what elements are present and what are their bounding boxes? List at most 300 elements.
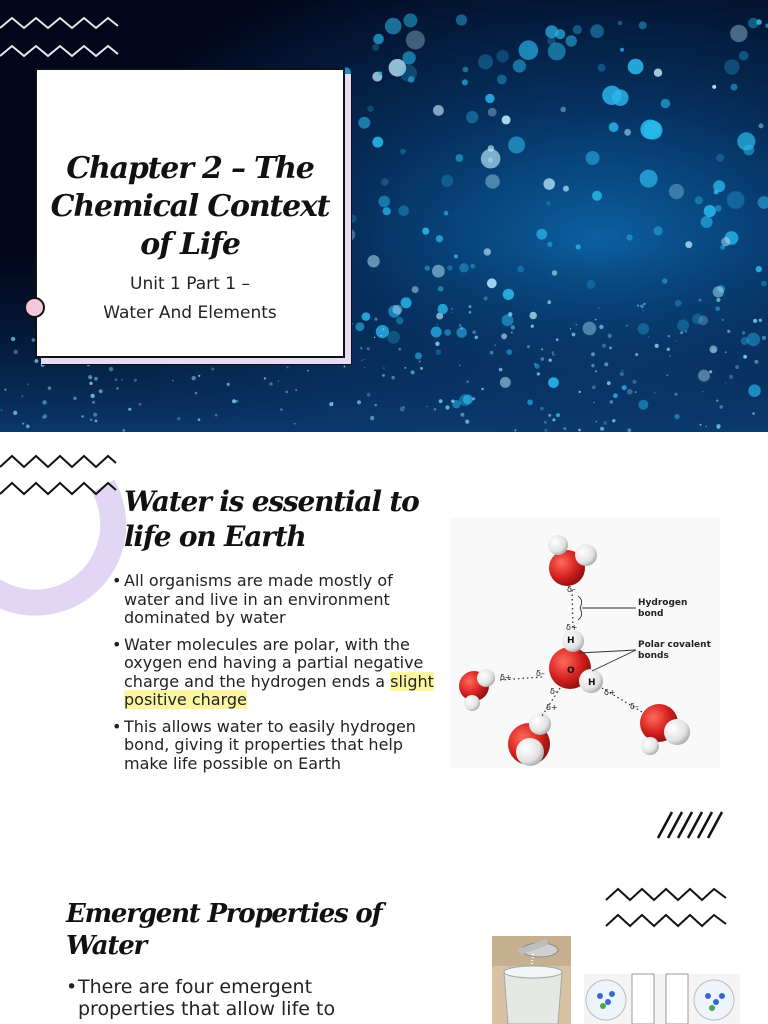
glitter-dot bbox=[343, 365, 345, 367]
bokeh-dot bbox=[715, 306, 720, 311]
bokeh-dot bbox=[618, 21, 622, 25]
zigzag-decoration bbox=[606, 889, 726, 926]
zigzag-decoration bbox=[0, 456, 116, 494]
glitter-dot bbox=[490, 351, 494, 355]
glitter-dot bbox=[552, 351, 554, 353]
bokeh-dot bbox=[748, 18, 759, 29]
bokeh-dot bbox=[627, 389, 633, 395]
bokeh-dot bbox=[372, 137, 383, 148]
bokeh-dot bbox=[715, 205, 721, 211]
glitter-dot bbox=[548, 414, 551, 417]
glitter-dot bbox=[52, 361, 54, 363]
glitter-dot bbox=[99, 389, 103, 393]
glitter-dot bbox=[81, 415, 83, 417]
glitter-dot bbox=[48, 387, 51, 390]
bokeh-dot bbox=[454, 254, 458, 258]
glitter-dot bbox=[391, 376, 395, 380]
glitter-dot bbox=[531, 325, 534, 328]
glitter-dot bbox=[753, 319, 757, 323]
bokeh-dot bbox=[387, 331, 400, 344]
glitter-dot bbox=[556, 338, 559, 341]
bokeh-dot bbox=[714, 190, 719, 195]
bokeh-dot bbox=[444, 211, 449, 216]
glitter-dot bbox=[655, 344, 659, 348]
bullet-four-properties: • There are four emergent properties that allow life to bbox=[66, 976, 406, 1020]
bokeh-dot bbox=[362, 312, 371, 321]
glitter-dot bbox=[367, 347, 370, 350]
bokeh-dot bbox=[401, 297, 412, 308]
glitter-dot bbox=[635, 391, 637, 393]
glitter-dot bbox=[700, 424, 702, 426]
bokeh-dot bbox=[638, 400, 648, 410]
glitter-dot bbox=[42, 400, 46, 404]
glitter-dot bbox=[668, 335, 670, 337]
glitter-dot bbox=[41, 363, 45, 367]
bokeh-dot bbox=[513, 59, 526, 72]
slide3-title: Emergent Properties of Water bbox=[66, 899, 382, 961]
bokeh-dot bbox=[463, 67, 469, 73]
glitter-dot bbox=[93, 413, 97, 417]
delta-plus-label-2: δ+ bbox=[500, 673, 512, 682]
glitter-dot bbox=[599, 325, 603, 329]
glitter-dot bbox=[138, 403, 141, 406]
glitter-dot bbox=[563, 427, 566, 430]
bokeh-dot bbox=[560, 107, 566, 113]
glitter-dot bbox=[469, 305, 472, 308]
glitter-dot bbox=[725, 382, 726, 383]
bokeh-dot bbox=[425, 266, 430, 271]
bokeh-dot bbox=[436, 349, 442, 355]
bokeh-dot bbox=[367, 255, 379, 267]
glitter-dot bbox=[608, 334, 612, 338]
bokeh-dot bbox=[692, 314, 703, 325]
bokeh-dot bbox=[698, 370, 710, 382]
bokeh-dot bbox=[598, 64, 606, 72]
glitter-dot bbox=[680, 331, 683, 334]
glitter-dot bbox=[35, 359, 39, 363]
glitter-dot bbox=[451, 400, 454, 403]
glitter-dot bbox=[451, 312, 452, 313]
bokeh-dot bbox=[484, 248, 491, 255]
bokeh-dot bbox=[503, 289, 514, 300]
cover-subtitle bbox=[37, 270, 343, 328]
glitter-dot bbox=[91, 394, 95, 398]
glitter-dot bbox=[11, 337, 15, 341]
glitter-dot bbox=[26, 425, 30, 429]
bokeh-dot bbox=[640, 119, 660, 139]
glitter-dot bbox=[579, 391, 581, 393]
glitter-dot bbox=[264, 377, 266, 379]
bullet-hydrogen-bond: • This allows water to easily hydrogen bond, giving it properties that help make life possible on Earth bbox=[112, 718, 434, 774]
glitter-dot bbox=[499, 368, 503, 372]
polar-covalent-label: Polar covalent bonds bbox=[638, 640, 711, 661]
glitter-dot bbox=[380, 335, 382, 337]
bokeh-dot bbox=[459, 394, 471, 406]
bokeh-dot bbox=[552, 270, 557, 275]
glitter-dot bbox=[198, 418, 201, 421]
glitter-dot bbox=[607, 381, 611, 385]
bullet-polar-molecules bbox=[112, 636, 434, 710]
glitter-dot bbox=[576, 324, 577, 325]
glitter-dot bbox=[675, 340, 676, 341]
bokeh-dot bbox=[669, 184, 684, 199]
bokeh-dot bbox=[444, 329, 451, 336]
bokeh-dot bbox=[501, 333, 507, 339]
bokeh-dot bbox=[484, 296, 488, 300]
glitter-dot bbox=[592, 385, 596, 389]
glitter-dot bbox=[469, 311, 472, 314]
glitter-dot bbox=[475, 336, 479, 340]
glitter-dot bbox=[666, 374, 668, 376]
glitter-dot bbox=[435, 342, 439, 346]
glitter-dot bbox=[598, 307, 599, 308]
glitter-dot bbox=[280, 408, 283, 411]
glitter-dot bbox=[134, 379, 137, 382]
glitter-dot bbox=[727, 330, 730, 333]
bokeh-dot bbox=[748, 384, 761, 397]
glitter-dot bbox=[735, 365, 739, 369]
glitter-dot bbox=[111, 358, 115, 362]
bokeh-dot bbox=[548, 377, 559, 388]
glitter-dot bbox=[527, 345, 530, 348]
bokeh-dot bbox=[367, 106, 373, 112]
bokeh-dot bbox=[545, 25, 558, 38]
glitter-dot bbox=[591, 364, 594, 367]
glitter-dot bbox=[540, 407, 544, 411]
glitter-dot bbox=[382, 328, 384, 330]
bokeh-dot bbox=[456, 14, 467, 25]
bokeh-dot bbox=[508, 137, 525, 154]
glitter-dot bbox=[541, 357, 545, 361]
atom-h-label-1: H bbox=[567, 636, 575, 646]
bokeh-dot bbox=[739, 51, 749, 61]
bokeh-dot bbox=[587, 280, 596, 289]
bokeh-dot bbox=[701, 216, 713, 228]
highlighted-text: slight positive charge bbox=[124, 671, 434, 709]
glitter-dot bbox=[286, 366, 288, 368]
glitter-dot bbox=[610, 400, 614, 404]
bokeh-dot bbox=[385, 18, 402, 35]
bokeh-dot bbox=[716, 154, 724, 162]
bokeh-dot bbox=[378, 196, 390, 208]
glitter-dot bbox=[115, 378, 118, 381]
cover-subtitle-line-1: Unit 1 Part 1 – bbox=[130, 274, 250, 294]
glitter-dot bbox=[434, 408, 437, 411]
glitter-dot bbox=[593, 402, 595, 404]
glitter-dot bbox=[716, 400, 718, 402]
glitter-dot bbox=[595, 319, 597, 321]
glitter-dot bbox=[177, 417, 180, 420]
glitter-dot bbox=[722, 319, 724, 321]
bokeh-dot bbox=[563, 186, 569, 192]
atom-h-label-2: H bbox=[588, 678, 596, 688]
glitter-dot bbox=[511, 332, 513, 334]
bokeh-dot bbox=[685, 241, 692, 248]
bokeh-dot bbox=[583, 322, 597, 336]
glitter-dot bbox=[472, 330, 476, 334]
glitter-dot bbox=[370, 416, 374, 420]
glitter-dot bbox=[192, 376, 196, 380]
bokeh-dot bbox=[459, 263, 468, 272]
bokeh-dot bbox=[502, 314, 514, 326]
glitter-dot bbox=[404, 367, 406, 369]
delta-minus-label-4: δ– bbox=[630, 702, 639, 711]
slide3-bullet-list bbox=[66, 976, 406, 1020]
delta-plus-label-4: δ+ bbox=[604, 688, 616, 697]
glitter-dot bbox=[632, 380, 636, 384]
bokeh-dot bbox=[624, 129, 631, 136]
glitter-dot bbox=[460, 413, 464, 417]
glitter-dot bbox=[109, 367, 113, 371]
glitter-dot bbox=[643, 303, 645, 305]
glitter-dot bbox=[374, 337, 376, 339]
bokeh-dot bbox=[661, 99, 671, 109]
glitter-dot bbox=[759, 319, 762, 322]
bokeh-dot bbox=[497, 75, 507, 85]
bokeh-dot bbox=[737, 132, 755, 150]
glitter-dot bbox=[420, 367, 423, 370]
glitter-dot bbox=[295, 389, 297, 391]
bokeh-dot bbox=[626, 234, 632, 240]
glitter-dot bbox=[95, 420, 98, 423]
glitter-dot bbox=[752, 412, 754, 414]
glitter-dot bbox=[643, 310, 644, 311]
bokeh-dot bbox=[381, 178, 389, 186]
bokeh-dot bbox=[372, 44, 379, 51]
cover-slide bbox=[0, 0, 768, 432]
glitter-dot bbox=[494, 344, 496, 346]
bokeh-dot bbox=[400, 149, 406, 155]
bokeh-dot bbox=[547, 242, 552, 247]
glitter-dot bbox=[537, 372, 540, 375]
water-essential-slide bbox=[0, 432, 768, 862]
bokeh-dot bbox=[548, 42, 566, 60]
glitter-dot bbox=[743, 355, 747, 359]
bokeh-dot bbox=[431, 327, 442, 338]
bokeh-dot bbox=[547, 201, 551, 205]
title-card bbox=[35, 68, 345, 358]
glitter-dot bbox=[547, 300, 551, 304]
glitter-dot bbox=[87, 363, 90, 366]
glitter-dot bbox=[198, 375, 200, 377]
bokeh-dot bbox=[543, 178, 555, 190]
glitter-dot bbox=[27, 384, 29, 386]
delta-minus-label-2: δ– bbox=[536, 669, 545, 678]
bokeh-dot bbox=[731, 84, 738, 91]
bokeh-dot bbox=[396, 317, 403, 324]
glitter-dot bbox=[604, 362, 608, 366]
glitter-dot bbox=[197, 359, 199, 361]
bokeh-dot bbox=[620, 48, 624, 52]
glitter-dot bbox=[674, 393, 677, 396]
bokeh-dot bbox=[415, 352, 422, 359]
bokeh-dot bbox=[677, 319, 689, 331]
bokeh-dot bbox=[433, 105, 444, 116]
bokeh-dot bbox=[628, 59, 644, 75]
glitter-dot bbox=[459, 324, 462, 327]
glitter-dot bbox=[42, 416, 45, 419]
bokeh-dot bbox=[592, 191, 602, 201]
glitter-dot bbox=[364, 367, 365, 368]
glitter-dot bbox=[508, 312, 512, 316]
bokeh-dot bbox=[506, 349, 512, 355]
glitter-dot bbox=[382, 374, 385, 377]
lavender-arc-decoration bbox=[0, 486, 113, 603]
glitter-dot bbox=[712, 349, 716, 353]
glitter-dot bbox=[128, 408, 131, 411]
glitter-dot bbox=[151, 361, 152, 362]
bokeh-dot bbox=[654, 69, 662, 77]
glitter-dot bbox=[622, 370, 624, 372]
bokeh-dot bbox=[456, 154, 464, 162]
bokeh-dot bbox=[536, 229, 547, 240]
glitter-dot bbox=[706, 426, 707, 427]
glitter-dot bbox=[195, 392, 198, 395]
glitter-dot bbox=[699, 299, 702, 302]
bokeh-dot bbox=[485, 94, 494, 103]
bokeh-dot bbox=[721, 237, 730, 246]
glitter-dot bbox=[570, 328, 572, 330]
glitter-dot bbox=[604, 421, 607, 424]
glitter-dot bbox=[122, 379, 123, 380]
glitter-dot bbox=[364, 359, 365, 360]
glitter-dot bbox=[374, 404, 377, 407]
bokeh-dot bbox=[622, 385, 627, 390]
glitter-dot bbox=[635, 353, 638, 356]
bokeh-dot bbox=[602, 86, 621, 105]
glitter-dot bbox=[596, 421, 597, 422]
glitter-dot bbox=[398, 348, 401, 351]
bokeh-dot bbox=[438, 304, 448, 314]
glitter-dot bbox=[602, 344, 606, 348]
delta-minus-label-1: δ– bbox=[567, 585, 576, 594]
bokeh-dot bbox=[376, 325, 389, 338]
glitter-dot bbox=[90, 419, 92, 421]
bokeh-dot bbox=[355, 322, 364, 331]
glitter-dot bbox=[361, 360, 362, 361]
bokeh-dot bbox=[640, 170, 658, 188]
bokeh-dot bbox=[441, 175, 453, 187]
glitter-dot bbox=[211, 368, 214, 371]
glitter-dot bbox=[595, 370, 597, 372]
bokeh-dot bbox=[500, 377, 511, 388]
glitter-dot bbox=[285, 391, 288, 394]
bokeh-dot bbox=[613, 393, 618, 398]
slide2-bullet-list bbox=[112, 572, 434, 781]
glitter-dot bbox=[467, 381, 469, 383]
glitter-dot bbox=[357, 400, 361, 404]
bokeh-dot bbox=[478, 54, 493, 69]
glitter-dot bbox=[762, 336, 766, 340]
bullet-polar-text: Water molecules are polar, with the oxygen end having a partial negative charge and the hydrogen ends a bbox=[124, 634, 424, 691]
bokeh-dot bbox=[422, 228, 429, 235]
glitter-dot bbox=[717, 427, 719, 429]
bokeh-dot bbox=[481, 149, 501, 169]
delta-minus-label-3: δ– bbox=[550, 687, 559, 696]
bokeh-dot bbox=[438, 286, 444, 292]
bokeh-dot bbox=[487, 278, 497, 288]
glitter-dot bbox=[481, 388, 483, 390]
bokeh-dot bbox=[393, 305, 403, 315]
pink-circle-decoration bbox=[24, 297, 45, 318]
atom-o-label: O bbox=[567, 666, 575, 676]
bokeh-dot bbox=[502, 115, 511, 124]
glitter-dot bbox=[22, 423, 24, 425]
bokeh-dot bbox=[398, 205, 409, 216]
glitter-dot bbox=[549, 359, 552, 362]
bokeh-dot bbox=[586, 151, 600, 165]
glitter-dot bbox=[92, 401, 95, 404]
glitter-dot bbox=[472, 397, 475, 400]
bokeh-dot bbox=[573, 25, 582, 34]
glitter-dot bbox=[427, 406, 429, 408]
glitter-dot bbox=[459, 365, 461, 367]
glitter-dot bbox=[719, 405, 723, 409]
glitter-dot bbox=[729, 375, 733, 379]
bokeh-dot bbox=[432, 265, 445, 278]
glitter-dot bbox=[411, 370, 415, 374]
glitter-dot bbox=[1, 409, 3, 411]
glitter-dot bbox=[541, 348, 543, 350]
glitter-dot bbox=[367, 393, 371, 397]
emergent-properties-slide bbox=[0, 862, 768, 1024]
glitter-dot bbox=[685, 330, 688, 333]
bokeh-dot bbox=[488, 108, 497, 117]
bokeh-dot bbox=[400, 65, 417, 82]
glitter-dot bbox=[716, 298, 720, 302]
bokeh-dot bbox=[639, 21, 647, 29]
glitter-dot bbox=[352, 323, 353, 324]
bokeh-dot bbox=[470, 264, 475, 269]
bokeh-dot bbox=[747, 333, 760, 346]
glitter-dot bbox=[544, 421, 547, 424]
bokeh-dot bbox=[756, 266, 762, 272]
hydrogen-bond-label: Hydrogen bond bbox=[638, 598, 688, 619]
glitter-dot bbox=[609, 347, 612, 350]
bokeh-dot bbox=[761, 281, 767, 287]
glitter-dot bbox=[754, 360, 758, 364]
bokeh-dot bbox=[638, 323, 649, 334]
delta-plus-label-1: δ+ bbox=[566, 623, 578, 632]
bokeh-dot bbox=[713, 286, 724, 297]
bullet-organisms-water: • All organisms are made mostly of water and live in an environment dominated by water bbox=[112, 572, 434, 628]
glitter-dot bbox=[702, 391, 703, 392]
glitter-dot bbox=[648, 336, 649, 337]
bokeh-dot bbox=[358, 117, 370, 129]
bokeh-dot bbox=[730, 25, 747, 42]
glitter-dot bbox=[4, 389, 6, 391]
glitter-dot bbox=[88, 375, 92, 379]
glitter-dot bbox=[612, 419, 615, 422]
glitter-dot bbox=[667, 348, 670, 351]
glitter-dot bbox=[383, 367, 385, 369]
bokeh-dot bbox=[497, 50, 509, 62]
bokeh-dot bbox=[712, 85, 716, 89]
water-molecule-diagram bbox=[450, 518, 720, 768]
glitter-dot bbox=[172, 380, 173, 381]
glitter-dot bbox=[294, 423, 296, 425]
bokeh-dot bbox=[447, 265, 452, 270]
glitter-dot bbox=[445, 405, 449, 409]
glitter-dot bbox=[640, 304, 644, 308]
glitter-dot bbox=[419, 361, 421, 363]
dissolving-illustration bbox=[584, 974, 740, 1024]
cover-subtitle-line-2: Water And Elements bbox=[103, 303, 277, 323]
glitter-dot bbox=[436, 324, 437, 325]
glitter-dot bbox=[511, 325, 515, 329]
glitter-dot bbox=[620, 372, 624, 376]
glitter-dot bbox=[14, 350, 18, 354]
